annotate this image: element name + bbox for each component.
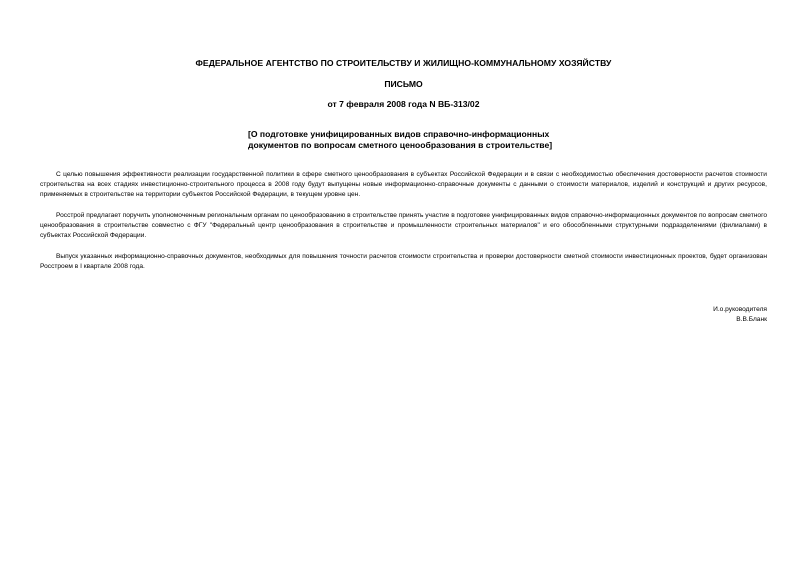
letter-body [40, 170, 767, 282]
body-paragraph-1: С целью повышения эффективности реализации государственной политики в сфере сметного ценообразования в субъектах Российской Федерации и в связи с необходимостью обеспечения достоверности расчетов стоимости строительства на всех стадиях инвестиционно-строительного процесса в 2008 году будут выпущены новые информационно-справочные документы с данными о стоимости материалов, изделий и конструкций и других ресурсов, применяемых в строительстве на территории субъектов Российской Федерации, в текущем уровне цен. [40, 171, 767, 199]
agency-name: ФЕДЕРАЛЬНОЕ АГЕНТСТВО ПО СТРОИТЕЛЬСТВУ И ЖИЛИЩНО-КОММУНАЛЬНОМУ ХОЗЯЙСТВУ [195, 58, 612, 68]
document-date-number: от 7 февраля 2008 года N ВБ-313/02 [327, 99, 480, 109]
body-paragraph-3: Выпуск указанных информационно-справочных документов, необходимых для повышения точности расчетов стоимости строительства и проверки достоверности сметной стоимости инвестиционных проектов, будет организован Росстроем в I квартале 2008 года. [40, 252, 767, 270]
signatory-name: В.В.Бланк [736, 316, 767, 324]
signature-block [713, 305, 767, 325]
document-subject [248, 129, 588, 150]
body-paragraph-2: Росстрой предлагает поручить уполномоченным региональным органам по ценообразованию в строительстве принять участие в подготовке унифицированных видов справочно-информационных документов по вопросам сметного ценообразования в строительстве совместно с ФГУ "Федеральный центр ценообразования в строительстве и промышленности строительных материалов" и его обособленными структурными подразделениями (филиалами) в субъектах Российской Федерации. [40, 211, 767, 240]
subject-line-1: [О подготовке унифицированных видов справочно-информационных [248, 129, 550, 139]
document-type: ПИСЬМО [384, 79, 423, 89]
subject-line-2: документов по вопросам сметного ценообразования в строительстве] [248, 139, 553, 150]
signatory-position: И.о.руководителя [713, 306, 767, 313]
